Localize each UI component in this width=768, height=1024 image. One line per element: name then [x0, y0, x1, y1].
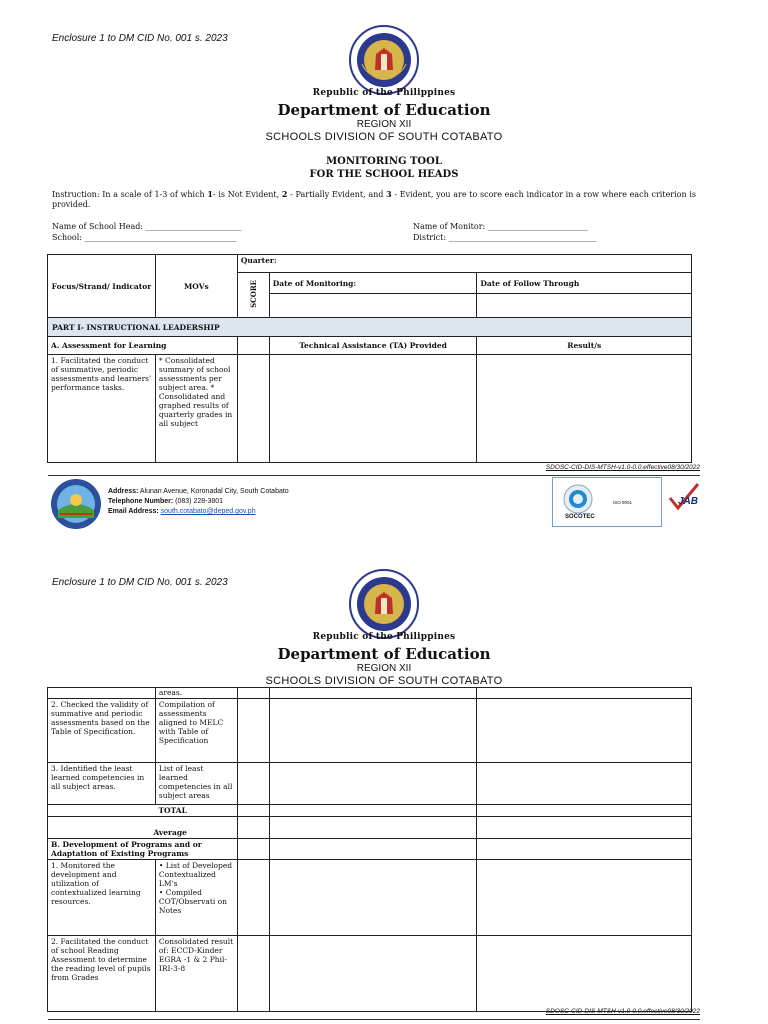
address-block [108, 487, 289, 517]
result-cell[interactable] [477, 355, 692, 463]
mov-item: • List of Developed Contextualized LM's [158, 861, 233, 888]
email-label: Email Address: [108, 508, 159, 515]
total-label: TOTAL [48, 805, 238, 817]
score-cell[interactable] [237, 699, 269, 763]
footer-divider [48, 475, 700, 476]
footer-code: SDOSC-CID-DIS-MTSH-v1.0-0.0.effective08/30/2022 [545, 464, 700, 471]
jab-label: JAB [678, 496, 699, 507]
monitoring-table-page1 [47, 254, 692, 463]
score-cell[interactable] [237, 355, 269, 463]
average-result-cell [477, 817, 692, 839]
instruction-part: - is Not Evident, [212, 190, 282, 199]
deped-seal-icon [348, 24, 420, 96]
movs-cell: * Consolidated summary of school assessments per subject area. * Consolidated and graphed results of quarterly grades in all subject [155, 355, 237, 463]
telephone-line [108, 497, 289, 507]
result-cell[interactable] [477, 699, 692, 763]
footer-divider-p2 [48, 1019, 700, 1020]
total-ta-cell [269, 805, 477, 817]
indicator-cell [48, 688, 156, 699]
monitor-field[interactable]: Name of Monitor: _________________________ [413, 222, 588, 231]
score-cell[interactable] [237, 839, 269, 860]
movs-cell [155, 860, 237, 936]
score-cell[interactable] [237, 763, 269, 805]
score-cell[interactable] [237, 936, 269, 1012]
movs-carry-cell: areas. [155, 688, 237, 699]
score-cell[interactable] [237, 860, 269, 936]
email-line [108, 507, 289, 517]
result-cell[interactable] [477, 860, 692, 936]
part1-heading: PART I- INSTRUCTIONAL LEADERSHIP [48, 318, 692, 337]
result-cell[interactable] [477, 763, 692, 805]
movs-cell: Compilation of assessments aligned to MELC with Table of Specification [155, 699, 237, 763]
ta-header: Technical Assistance (TA) Provided [269, 337, 477, 355]
instruction-part: Instruction: In a scale of 1-3 of which [52, 190, 208, 199]
instruction-part: - Partially Evident, and [287, 190, 387, 199]
average-score-cell[interactable] [237, 817, 269, 839]
movs-cell: List of least learned competencies in all subject areas [155, 763, 237, 805]
scale-1: 1 [207, 189, 213, 199]
ta-cell[interactable] [269, 699, 477, 763]
iso-label: ISO 9001 [613, 500, 633, 505]
quarter-cell[interactable]: Quarter: [237, 255, 691, 273]
ta-cell[interactable] [269, 688, 477, 699]
result-cell[interactable] [477, 688, 692, 699]
ta-cell[interactable] [269, 860, 477, 936]
focus-header: Focus/Strand/ Indicator [48, 255, 156, 318]
section-a-heading: A. Assessment for Learning [48, 337, 238, 355]
result-cell[interactable] [477, 839, 692, 860]
enclosure-note: Enclosure 1 to DM CID No. 001 s. 2023 [52, 33, 228, 44]
scale-3: 3 [386, 189, 392, 199]
mov-item: • Compiled COT/Observati on Notes [158, 888, 227, 915]
socotec-label: SOCOTEC [565, 514, 595, 520]
ta-cell[interactable] [269, 839, 477, 860]
division-label: SCHOOLS DIVISION OF SOUTH COTABATO [265, 131, 503, 143]
district-field[interactable]: District: _____________________________________ [413, 233, 597, 242]
division-logo-icon [50, 478, 102, 530]
ta-cell[interactable] [269, 355, 477, 463]
date-monitoring-cell[interactable] [269, 294, 477, 318]
average-ta-cell [269, 817, 477, 839]
score-label: SCORE [248, 280, 258, 308]
indicator-cell: 1. Monitored the development and utilization of contextualized learning resources. [48, 860, 156, 936]
department-title-p2: Department of Education [277, 645, 491, 663]
section-b-heading: B. Development of Programs and or Adaptation of Existing Programs [48, 839, 238, 860]
enclosure-note-p2: Enclosure 1 to DM CID No. 001 s. 2023 [52, 577, 228, 588]
date-follow-header: Date of Follow Through [477, 273, 692, 294]
monitoring-table-page2 [47, 687, 692, 1012]
score-header [237, 273, 269, 318]
total-result-cell [477, 805, 692, 817]
tool-title-line2: FOR THE SCHOOL HEADS [309, 169, 459, 180]
address-label: Address: [108, 488, 139, 495]
telephone-label: Telephone Number: [108, 498, 174, 505]
deped-seal-icon [348, 568, 420, 640]
tool-title-line1: MONITORING TOOL [326, 156, 442, 167]
movs-header: MOVs [155, 255, 237, 318]
indicator-cell: 2. Checked the validity of summative and periodic assessments based on the Table of Specification. [48, 699, 156, 763]
total-score-cell[interactable] [237, 805, 269, 817]
address-value: Alunan Avenue, Koronadal City, South Cotabato [138, 488, 289, 495]
average-label: Average [48, 817, 238, 839]
score-cell[interactable] [237, 337, 269, 355]
date-follow-cell[interactable] [477, 294, 692, 318]
school-head-field[interactable]: Name of School Head: ________________________ [52, 222, 242, 231]
indicator-cell: 1. Facilitated the conduct of summative, periodic assessments and learners' performance tasks. [48, 355, 156, 463]
address-line [108, 487, 289, 497]
indicator-cell: 3. Identified the least learned competencies in all subject areas. [48, 763, 156, 805]
division-label-p2: SCHOOLS DIVISION OF SOUTH COTABATO [265, 675, 503, 687]
instruction-part: - Evident, you are to score each indicator in a row where each criterion is provided. [52, 190, 697, 209]
socotec-logo-icon [563, 484, 593, 514]
scale-2: 2 [281, 189, 288, 199]
ta-cell[interactable] [269, 936, 477, 1012]
ta-cell[interactable] [269, 763, 477, 805]
iso-cert-badge [552, 477, 662, 527]
school-field[interactable]: School: ______________________________________ [52, 233, 237, 242]
department-title: Department of Education [277, 101, 491, 119]
republic-label-p2: Republic of the Philippines [312, 632, 456, 642]
indicator-cell: 2. Facilitated the conduct of school Reading Assessment to determine the reading level of pupils from Grades [48, 936, 156, 1012]
email-link[interactable]: south.cotabato@deped.gov.ph [160, 508, 256, 515]
score-cell[interactable] [237, 688, 269, 699]
movs-cell: Consolidated result of: ECCD-Kinder EGRA -1 & 2 Phil-IRI-3-8 [155, 936, 237, 1012]
result-cell[interactable] [477, 936, 692, 1012]
instruction-text [52, 189, 696, 210]
result-header: Result/s [477, 337, 692, 355]
region-label-p2: REGION XII [356, 663, 412, 674]
date-monitoring-header: Date of Monitoring: [269, 273, 477, 294]
footer-code-p2: SDOSC-CID-DIS-MTSH-v1.0-0.0.effective08/30/2022 [545, 1008, 700, 1015]
jab-badge [666, 482, 702, 522]
region-label: REGION XII [356, 119, 412, 130]
tool-title [0, 155, 768, 181]
republic-label: Republic of the Philippines [312, 88, 456, 98]
telephone-value: (083) 228-3801 [173, 498, 224, 505]
